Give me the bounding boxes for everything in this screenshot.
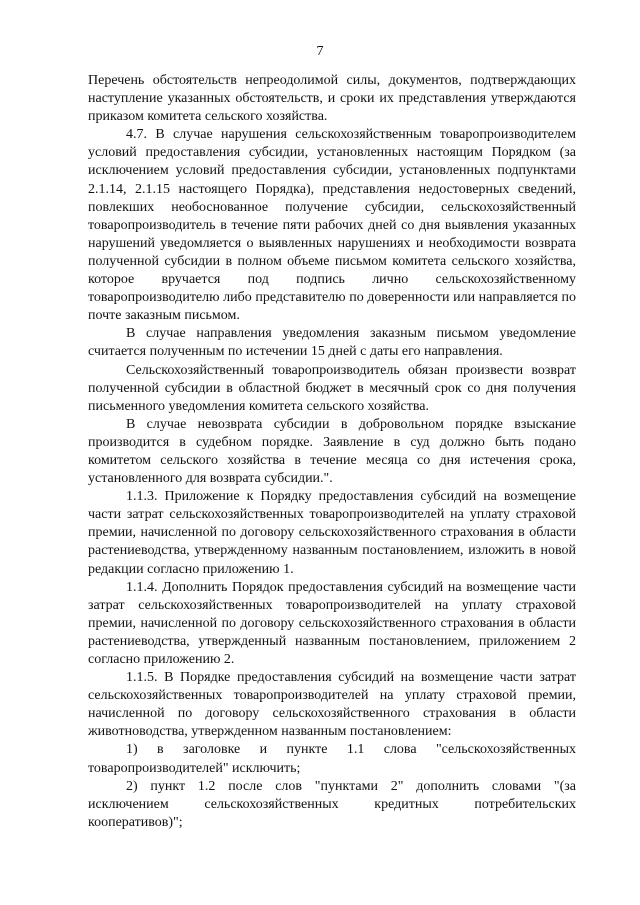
list-item: 1) в заголовке и пункте 1.1 слова "сельскохозяйственных товаропроизводителей" исключить;	[88, 742, 576, 776]
paragraph: Перечень обстоятельств непреодолимой силы, документов, подтверждающих наступление указанных обстоятельств, и сроки их представления утверждаются приказом комитета сельского хозяйства.	[88, 73, 576, 125]
paragraph: 1.1.4. Дополнить Порядок предоставления субсидий на возмещение части затрат сельскохозяйственных товаропроизводителей на уплату страховой премии, начисленной по договору сельскохозяйственного страхования в области растениеводства, утвержденный названным постановлением, приложением 2 согласно приложению 2.	[88, 579, 576, 667]
list-item: 2) пункт 1.2 после слов "пунктами 2" дополнить словами "(за исключением сельскохозяйственных кредитных потребительских кооперативов)";	[88, 778, 576, 830]
paragraph: В случае невозврата субсидии в добровольном порядке взыскание производится в судебном порядке. Заявление в суд должно быть подано комитетом сельского хозяйства в течение месяца со дня истечения срока, установленного для возврата субсидии.".	[88, 416, 576, 487]
paragraph: 1.1.3. Приложение к Порядку предоставления субсидий на возмещение части затрат сельскохозяйственных товаропроизводителей на уплату страховой премии, начисленной по договору сельскохозяйственного страхования в области растениеводства, утвержденному названным постановлением, изложить в новой редакции согласно приложению 1.	[88, 489, 576, 577]
document-body	[88, 72, 576, 832]
paragraph: Сельскохозяйственный товаропроизводитель обязан произвести возврат полученной субсидии в областной бюджет в месячный срок со дня получения письменного уведомления комитета сельского хозяйства.	[88, 362, 576, 414]
paragraph: В случае направления уведомления заказным письмом уведомление считается полученным по истечении 15 дней с даты его направления.	[88, 326, 576, 360]
page-number: 7	[316, 44, 324, 59]
paragraph: 1.1.5. В Порядке предоставления субсидий на возмещение части затрат сельскохозяйственных товаропроизводителей на уплату страховой премии, начисленной по договору сельскохозяйственного страхования в области животноводства, утвержденном названным постановлением:	[88, 670, 576, 740]
paragraph: 4.7. В случае нарушения сельскохозяйственным товаропроизводителем условий предоставления субсидии, установленных настоящим Порядком (за исключением условий предоставления субсидии, установленных подпунктами 2.1.14, 2.1.15 настоящего Порядка), представления недостоверных сведений, повлекших необоснованное получение субсидии, сельскохозяйственный товаропроизводитель в течение пяти рабочих дней со дня выявления указанных нарушений уведомляется о выявленных нарушениях и необходимости возврата полученной субсидии в полном объеме письмом комитета сельского хозяйства, которое вручается под подпись лично сельскохозяйственному товаропроизводителю либо представителю по доверенности или направляется по почте заказным письмом.	[88, 127, 576, 324]
